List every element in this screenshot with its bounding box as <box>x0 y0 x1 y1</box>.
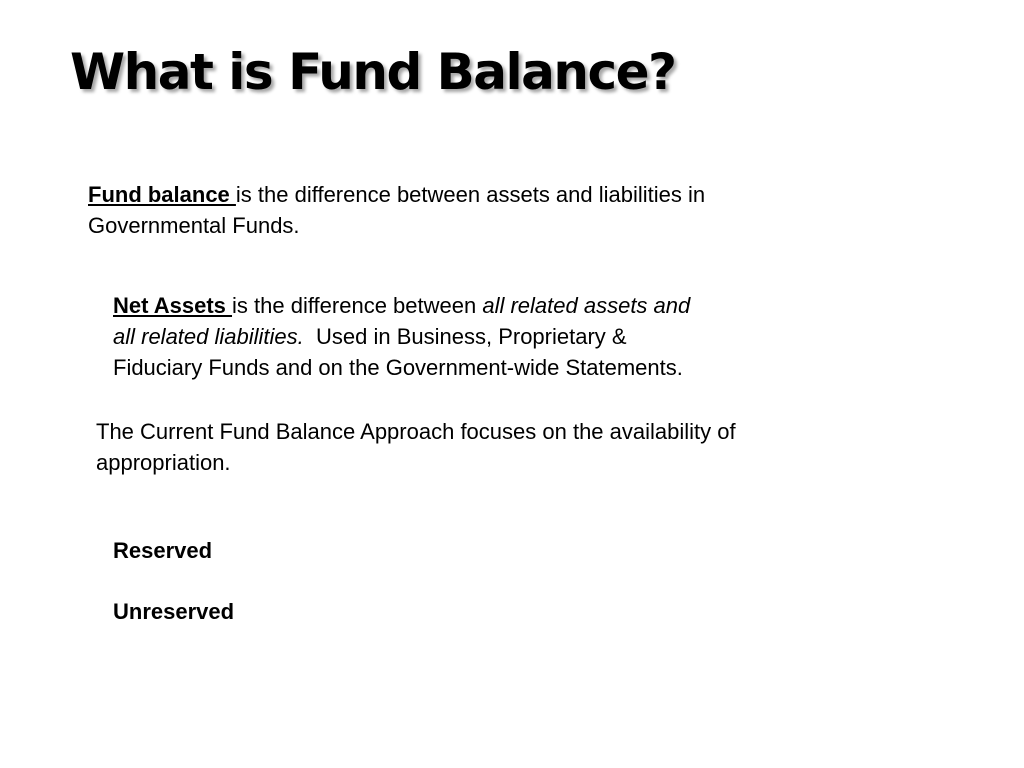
unreserved-label: Unreserved <box>113 599 235 624</box>
fund-balance-term: Fund balance <box>88 182 236 207</box>
slide-title: What is Fund Balance? <box>70 43 676 101</box>
net-assets-term: Net Assets <box>113 293 233 318</box>
fund-balance-definition <box>88 179 705 241</box>
approach-text-line2: appropriation. <box>96 450 231 475</box>
fund-balance-text-line2: Governmental Funds. <box>88 213 300 238</box>
fund-balance-text-line1: is the difference between assets and liabilities in <box>235 182 706 207</box>
approach-text-line1: The Current Fund Balance Approach focuses on the availability of <box>96 419 736 444</box>
reserved-label: Reserved <box>113 538 213 563</box>
net-assets-text-line1: is the difference between <box>232 293 483 318</box>
net-assets-text-line3: Fiduciary Funds and on the Government-wide Statements. <box>113 355 683 380</box>
net-assets-text-line2: Used in Business, Proprietary & <box>303 324 627 349</box>
net-assets-italic-line1: all related assets and <box>482 293 691 318</box>
net-assets-definition <box>113 290 690 383</box>
fund-balance-approach <box>96 416 736 478</box>
net-assets-italic-line2: all related liabilities. <box>113 324 304 349</box>
